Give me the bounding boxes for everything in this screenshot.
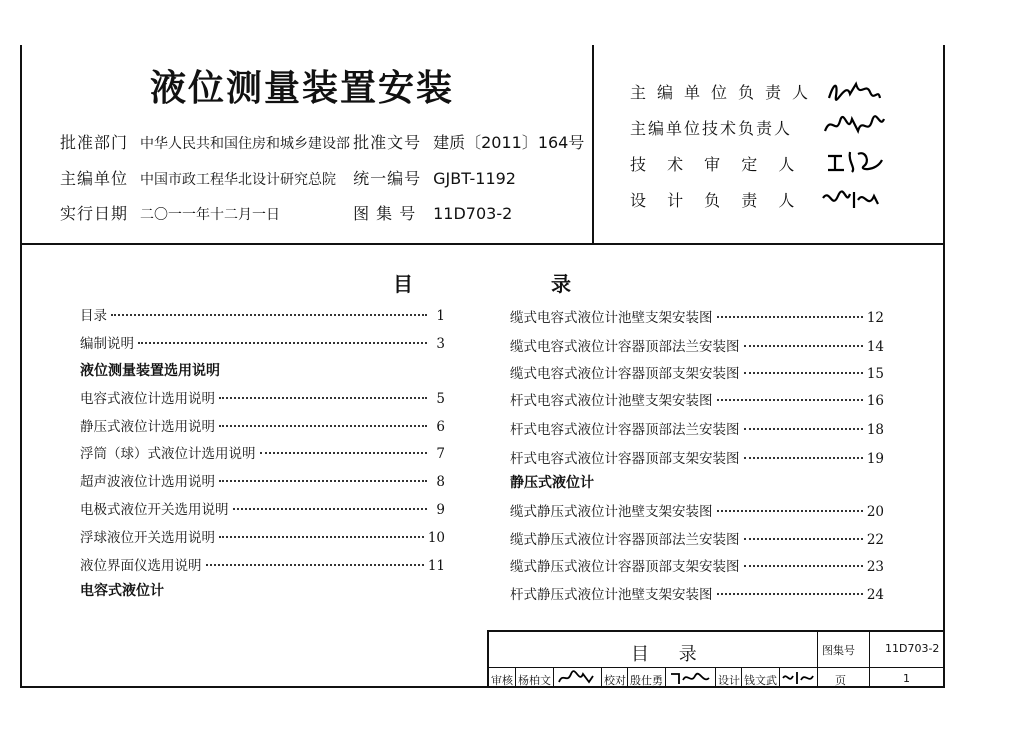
- toc-entry-title: 杆式电容式液位计池壁支架安装图: [510, 393, 713, 409]
- toc-entry-page: 19: [866, 451, 884, 467]
- toc-heading-left: 目: [393, 272, 413, 296]
- meta-row-editor-unit: [60, 166, 516, 189]
- tb-sep: [627, 668, 628, 688]
- toc-entry[interactable]: [510, 583, 884, 603]
- responsible-row: [630, 80, 819, 103]
- toc-entry[interactable]: [510, 389, 884, 409]
- toc-entry-title: 液位界面仪选用说明: [80, 558, 202, 574]
- tb-sep: [665, 668, 666, 688]
- toc-entry-title: 超声波液位计选用说明: [80, 474, 215, 490]
- toc-leader: [717, 316, 863, 318]
- toc-leader: [233, 508, 428, 510]
- toc-leader: [717, 593, 863, 595]
- toc-entry-title: 缆式静压式液位计容器顶部支架安装图: [510, 559, 740, 575]
- toc-entry-page: 24: [866, 587, 884, 603]
- header-vertical-divider: [592, 45, 594, 243]
- tb-sep: [741, 668, 742, 688]
- toc-leader: [138, 342, 427, 344]
- toc-entry-title: 杆式电容式液位计容器顶部法兰安装图: [510, 422, 740, 438]
- responsible-role: 主编单位技术负责人: [630, 119, 793, 138]
- toc-section-heading: 液位测量装置选用说明: [80, 363, 220, 379]
- toc-entry[interactable]: [510, 418, 884, 438]
- tb-name-design: 钱文武: [744, 674, 777, 687]
- signature-1: [826, 78, 882, 109]
- toc-entry-page: 8: [436, 474, 445, 490]
- toc-leader: [717, 399, 863, 401]
- tb-signature-check: [669, 670, 713, 690]
- document-title: 液位测量装置安装: [150, 68, 455, 109]
- toc-entry[interactable]: [80, 304, 445, 324]
- toc-entry-title: 浮筒（球）式液位计选用说明: [80, 446, 256, 462]
- signature-3: [826, 148, 884, 179]
- toc-section-heading: 电容式液位计: [80, 583, 164, 599]
- toc-entry-page: 3: [436, 336, 445, 352]
- toc-entry-page: 18: [866, 422, 884, 438]
- toc-leader: [260, 452, 428, 454]
- toc-leader: [219, 397, 427, 399]
- toc-entry-title: 缆式静压式液位计容器顶部法兰安装图: [510, 532, 740, 548]
- toc-leader: [219, 536, 424, 538]
- meta-value: 建质〔2011〕164号: [433, 133, 585, 152]
- toc-entry-page: 14: [866, 339, 884, 355]
- toc-entry[interactable]: [510, 362, 884, 382]
- toc-leader: [744, 372, 863, 374]
- atlas-label: 图集号: [822, 644, 855, 657]
- meta-value: 二〇一一年十二月一日: [140, 207, 280, 223]
- meta-row-approval-dept: [60, 130, 584, 153]
- responsible-row: [630, 188, 802, 211]
- meta-label: 统一编号: [353, 169, 422, 188]
- tb-sep: [715, 668, 716, 688]
- toc-entry[interactable]: [80, 442, 445, 462]
- meta-row-effective-date: [60, 201, 512, 224]
- meta-value: 中华人民共和国住房和城乡建设部: [140, 136, 350, 152]
- tb-role-review: 审核: [491, 674, 513, 687]
- toc-entry-title: 浮球液位开关选用说明: [80, 530, 215, 546]
- toc-entry-page: 23: [866, 559, 884, 575]
- signature-4: [820, 186, 880, 217]
- toc-entry[interactable]: [80, 554, 445, 574]
- meta-label: 主编单位: [60, 169, 129, 188]
- page-value: 1: [903, 672, 910, 685]
- title-block-vdivider: [869, 632, 870, 688]
- title-block-vdivider: [817, 632, 818, 688]
- meta-label: 批准文号: [353, 133, 422, 152]
- toc-entry-title: 杆式电容式液位计容器顶部支架安装图: [510, 451, 740, 467]
- meta-label: 批准部门: [60, 133, 129, 152]
- atlas-value: 11D703-2: [885, 642, 940, 655]
- toc-entry-page: 6: [436, 419, 445, 435]
- toc-leader: [219, 480, 427, 482]
- tb-signature-design: [781, 670, 815, 690]
- toc-entry-title: 静压式液位计选用说明: [80, 419, 215, 435]
- toc-entry[interactable]: [510, 335, 884, 355]
- toc-entry-page: 7: [436, 446, 445, 462]
- toc-leader: [111, 314, 427, 316]
- toc-entry[interactable]: [510, 528, 884, 548]
- toc-entry-title: 缆式电容式液位计容器顶部支架安装图: [510, 366, 740, 382]
- tb-sep: [779, 668, 780, 688]
- toc-entry-page: 9: [436, 502, 445, 518]
- title-block: [487, 630, 945, 688]
- toc-entry-title: 缆式静压式液位计池壁支架安装图: [510, 504, 713, 520]
- toc-heading-right: 录: [551, 272, 571, 296]
- toc-entry[interactable]: [80, 332, 445, 352]
- toc-entry[interactable]: [510, 447, 884, 467]
- toc-entry-title: 电容式液位计选用说明: [80, 391, 215, 407]
- toc-leader: [744, 538, 863, 540]
- tb-name-check: 殷仕勇: [630, 674, 663, 687]
- tb-sep: [601, 668, 602, 688]
- responsible-row: [630, 152, 802, 175]
- responsible-role: 设 计 负 责 人: [630, 191, 803, 210]
- responsible-role: 技 术 审 定 人: [630, 155, 803, 174]
- toc-leader: [717, 510, 863, 512]
- toc-leader: [219, 425, 427, 427]
- title-block-name: 目 录: [631, 644, 709, 665]
- toc-entry[interactable]: [510, 306, 884, 326]
- toc-entry-title: 缆式电容式液位计池壁支架安装图: [510, 310, 713, 326]
- toc-entry-page: 10: [427, 530, 445, 546]
- toc-leader: [206, 564, 424, 566]
- toc-leader: [744, 565, 863, 567]
- toc-entry[interactable]: [510, 500, 884, 520]
- toc-entry-title: 缆式电容式液位计容器顶部法兰安装图: [510, 339, 740, 355]
- toc-leader: [744, 428, 863, 430]
- page-label: 页: [835, 674, 846, 687]
- responsible-row: [630, 116, 792, 139]
- toc-entry-page: 22: [866, 532, 884, 548]
- meta-value: GJBT-1192: [433, 169, 516, 188]
- toc-leader: [744, 345, 863, 347]
- header-divider: [20, 243, 945, 245]
- toc-entry[interactable]: [80, 387, 445, 407]
- toc-entry[interactable]: [80, 498, 445, 518]
- tb-role-check: 校对: [604, 674, 626, 687]
- toc-entry[interactable]: [80, 470, 445, 490]
- toc-section-heading: 静压式液位计: [510, 475, 594, 491]
- toc-entry[interactable]: [510, 555, 884, 575]
- toc-entry-page: 1: [436, 308, 445, 324]
- toc-entry-title: 目录: [80, 308, 107, 324]
- toc-entry-title: 编制说明: [80, 336, 134, 352]
- signature-2: [822, 113, 886, 144]
- toc-entry-page: 12: [866, 310, 884, 326]
- tb-role-design: 设计: [718, 674, 740, 687]
- meta-value: 11D703-2: [433, 204, 513, 223]
- tb-sep: [515, 668, 516, 688]
- title-block-divider: [489, 667, 945, 668]
- toc-entry[interactable]: [80, 526, 445, 546]
- meta-label: 图 集 号: [353, 204, 417, 223]
- tb-sep: [553, 668, 554, 688]
- toc-entry-title: 杆式静压式液位计池壁支架安装图: [510, 587, 713, 603]
- toc-entry[interactable]: [80, 415, 445, 435]
- tb-signature-review: [557, 670, 597, 690]
- toc-entry-page: 16: [866, 393, 884, 409]
- toc-entry-page: 11: [427, 558, 445, 574]
- meta-label: 实行日期: [60, 204, 129, 223]
- meta-value: 中国市政工程华北设计研究总院: [140, 172, 336, 188]
- tb-name-review: 杨柏文: [518, 674, 551, 687]
- toc-leader: [744, 457, 863, 459]
- toc-entry-page: 15: [866, 366, 884, 382]
- toc-entry-title: 电极式液位开关选用说明: [80, 502, 229, 518]
- toc-entry-page: 5: [436, 391, 445, 407]
- responsible-role: 主编单位负责人: [630, 83, 820, 102]
- toc-entry-page: 20: [866, 504, 884, 520]
